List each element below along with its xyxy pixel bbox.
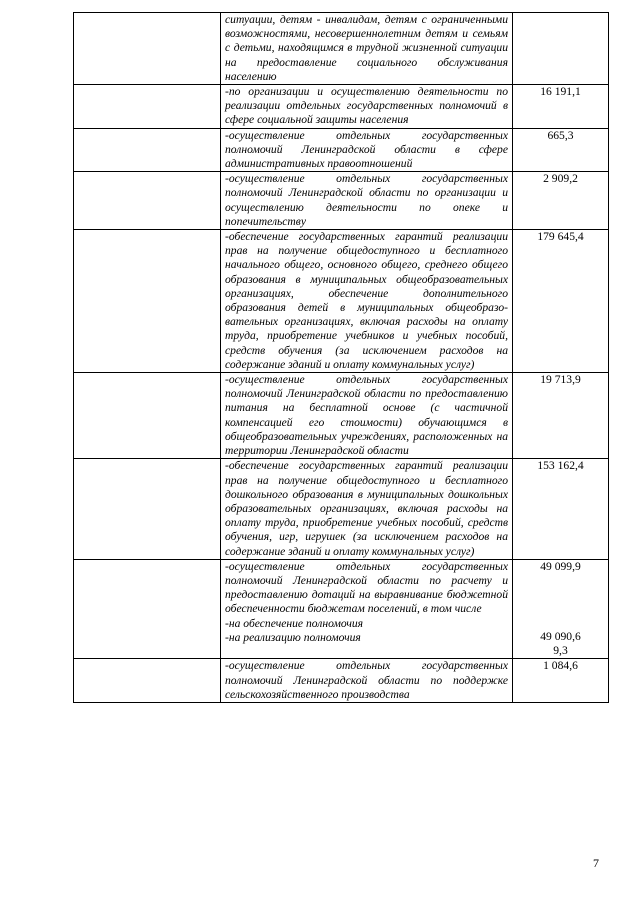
empty-cell [74, 128, 221, 172]
empty-cell [74, 459, 221, 559]
row-amount: 49 099,9 [540, 559, 581, 573]
empty-cell [74, 659, 221, 703]
table-row [74, 128, 609, 172]
row-amount: 19 713,9 [513, 373, 609, 459]
sub-item-amount: 49 090,6 [540, 629, 581, 643]
row-description: -осуществление отдельных государственных полномочий Ленинградской области в сфере административных правоотношений [221, 128, 513, 172]
row-amount: 1 084,6 [513, 659, 609, 703]
table-row [74, 13, 609, 85]
row-description-group [221, 559, 513, 659]
sub-item-amount: 9,3 [553, 644, 568, 658]
row-amount: 2 909,2 [513, 172, 609, 230]
empty-cell [74, 85, 221, 129]
budget-table [73, 12, 609, 703]
sub-item-description: -на реализацию полномочия [225, 630, 361, 644]
row-description: -обеспечение государственных гарантий реализации прав на получение общедоступного и бесплатного дошкольного образования в муниципальных дошкольных образовательных организациях, включая расходы на оплату труда, приобретение учебных пособий, средств обучения, игр, игрушек (за исключением расходов на содержание зданий и оплату коммунальных услуг) [221, 459, 513, 559]
row-description: -обеспечение государственных гарантий реализации прав на получение общедоступного и бесплатного начального общего, основного общего, среднего общего образования в муниципальных общеобразовательных организациях, обеспечение дополнительного образования детей в муниципальных общеобразо-вательных организациях, включая расходы на оплату труда, приобретение учебников и учебных пособий, средств обучения (за исключением расходов на содержание зданий и оплату коммунальных услуг) [221, 230, 513, 373]
table-row [74, 559, 609, 659]
row-description: -осуществление отдельных государственных полномочий Ленинградской области по расчету и предоставлению дотаций на выравнивание бюджетной обеспеченности бюджетам поселений, в том числе [225, 559, 508, 616]
row-amount: 665,3 [513, 128, 609, 172]
row-amount: 153 162,4 [513, 459, 609, 559]
sub-item-description: -на обеспечение полномочия [225, 616, 364, 630]
table-row [74, 172, 609, 230]
row-amount: 16 191,1 [513, 85, 609, 129]
spacer [517, 574, 604, 602]
row-amount-group [513, 559, 609, 659]
row-description: -по организации и осуществлению деятельности по реализации отдельных государственных полномочий в сфере социальной защиты населения [221, 85, 513, 129]
row-description: -осуществление отдельных государственных полномочий Ленинградской области по предоставлению питания на бесплатной основе (с частичной компенсацией его стоимости) обучающимся в общеобразовательных учреждениях, расположенных на территории Ленинградской области [221, 373, 513, 459]
table-row [74, 459, 609, 559]
empty-cell [74, 13, 221, 85]
empty-cell [74, 559, 221, 659]
table-row [74, 659, 609, 703]
spacer [517, 602, 604, 630]
table-row [74, 373, 609, 459]
row-description: -осуществление отдельных государственных полномочий Ленинградской области по поддержке сельскохозяйственного производства [221, 659, 513, 703]
table-row [74, 85, 609, 129]
row-description: -осуществление отдельных государственных полномочий Ленинградской области по организации и осуществлению деятельности по опеке и попечительству [221, 172, 513, 230]
row-amount: 179 645,4 [513, 230, 609, 373]
page-number: 7 [593, 856, 599, 870]
row-amount [513, 13, 609, 85]
empty-cell [74, 230, 221, 373]
table-row [74, 230, 609, 373]
row-description: ситуации, детям - инвалидам, детям с ограниченными возможностями, несовершеннолетним детям и семьям с детьми, находящимся в трудной жизненной ситуации на предоставление социального обслуживания населению [221, 13, 513, 85]
empty-cell [74, 373, 221, 459]
empty-cell [74, 172, 221, 230]
